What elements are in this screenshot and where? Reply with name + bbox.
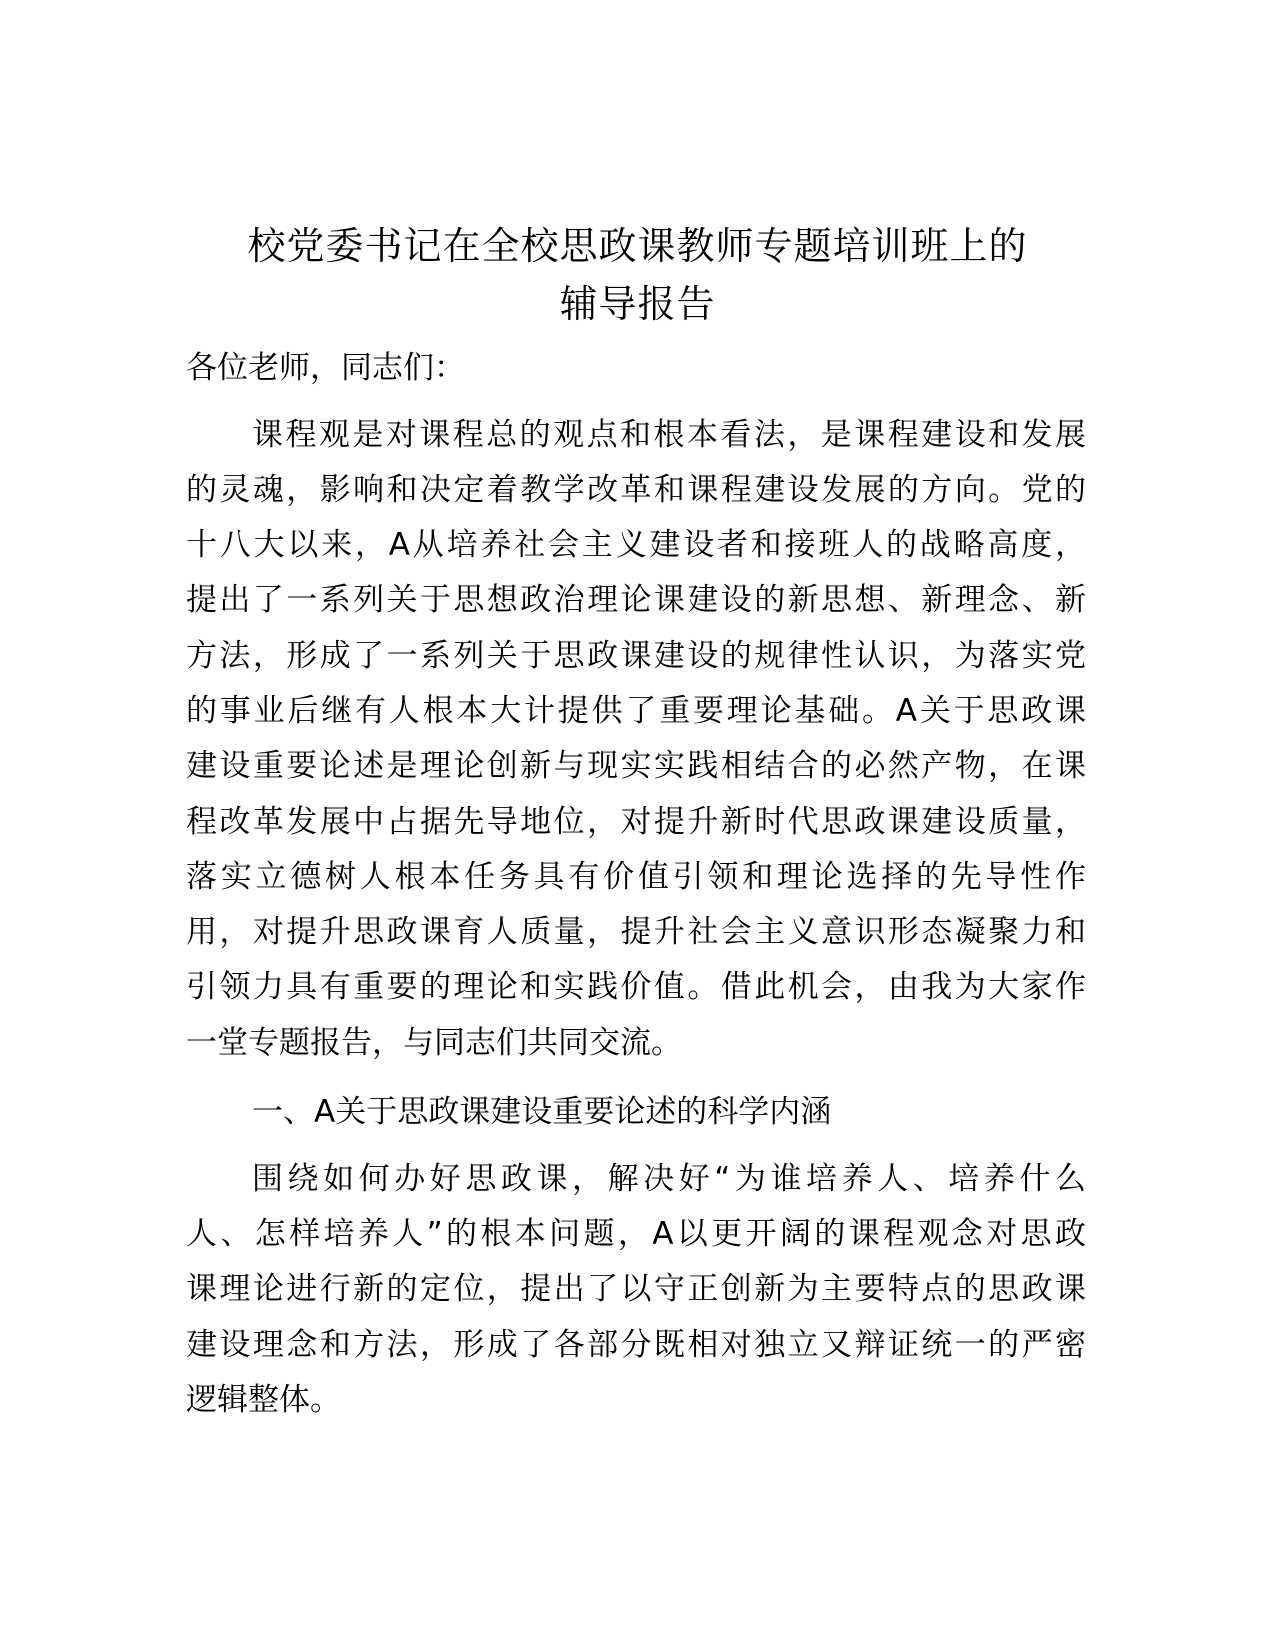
- paragraph-1-line: 课程观是对课程总的观点和根本看法，是课程建设和发展: [252, 417, 1086, 453]
- paragraph-1-line: 一堂专题报告，与同志们共同交流。: [186, 1025, 682, 1061]
- paragraph-1-line: 引领力具有重要的理论和实践价值。借此机会，由我为大家作: [186, 969, 1086, 1005]
- paragraph-2-line: 逻辑整体。: [186, 1382, 341, 1418]
- document-title-line-2: 辅导报告: [559, 282, 716, 326]
- document-title-line-1: 校党委书记在全校思政课教师专题培训班上的: [247, 224, 1028, 268]
- paragraph-1-line: 落实立德树人根本任务具有价值引领和理论选择的先导性作: [186, 859, 1086, 895]
- section-1-heading: 一、A关于思政课建设重要论述的科学内涵: [252, 1094, 832, 1130]
- paragraph-1-line: 的灵魂，影响和决定着教学改革和课程建设发展的方向。党的: [186, 472, 1086, 508]
- greeting: 各位老师，同志们：: [186, 350, 465, 386]
- paragraph-1-line: 的事业后继有人根本大计提供了重要理论基础。A关于思政课: [186, 693, 1086, 729]
- paragraph-1-line: 十八大以来，A从培养社会主义建设者和接班人的战略高度，: [186, 527, 1086, 563]
- paragraph-1-line: 提出了一系列关于思想政治理论课建设的新思想、新理念、新: [186, 582, 1086, 618]
- paragraph-2-line: 围绕如何办好思政课，解决好“为谁培养人、培养什么: [252, 1161, 1086, 1197]
- paragraph-1-line: 方法，形成了一系列关于思政课建设的规律性认识，为落实党: [186, 638, 1086, 674]
- paragraph-1-line: 建设重要论述是理论创新与现实实践相结合的必然产物，在课: [186, 748, 1086, 784]
- paragraph-1-line: 程改革发展中占据先导地位，对提升新时代思政课建设质量，: [186, 804, 1086, 840]
- paragraph-2-line: 课理论进行新的定位，提出了以守正创新为主要特点的思政课: [186, 1271, 1086, 1307]
- paragraph-2-line: 人、怎样培养人”的根本问题，A以更开阔的课程观念对思政: [186, 1216, 1086, 1252]
- paragraph-2-line: 建设理念和方法，形成了各部分既相对独立又辩证统一的严密: [186, 1327, 1086, 1363]
- paragraph-1-line: 用，对提升思政课育人质量，提升社会主义意识形态凝聚力和: [186, 914, 1086, 950]
